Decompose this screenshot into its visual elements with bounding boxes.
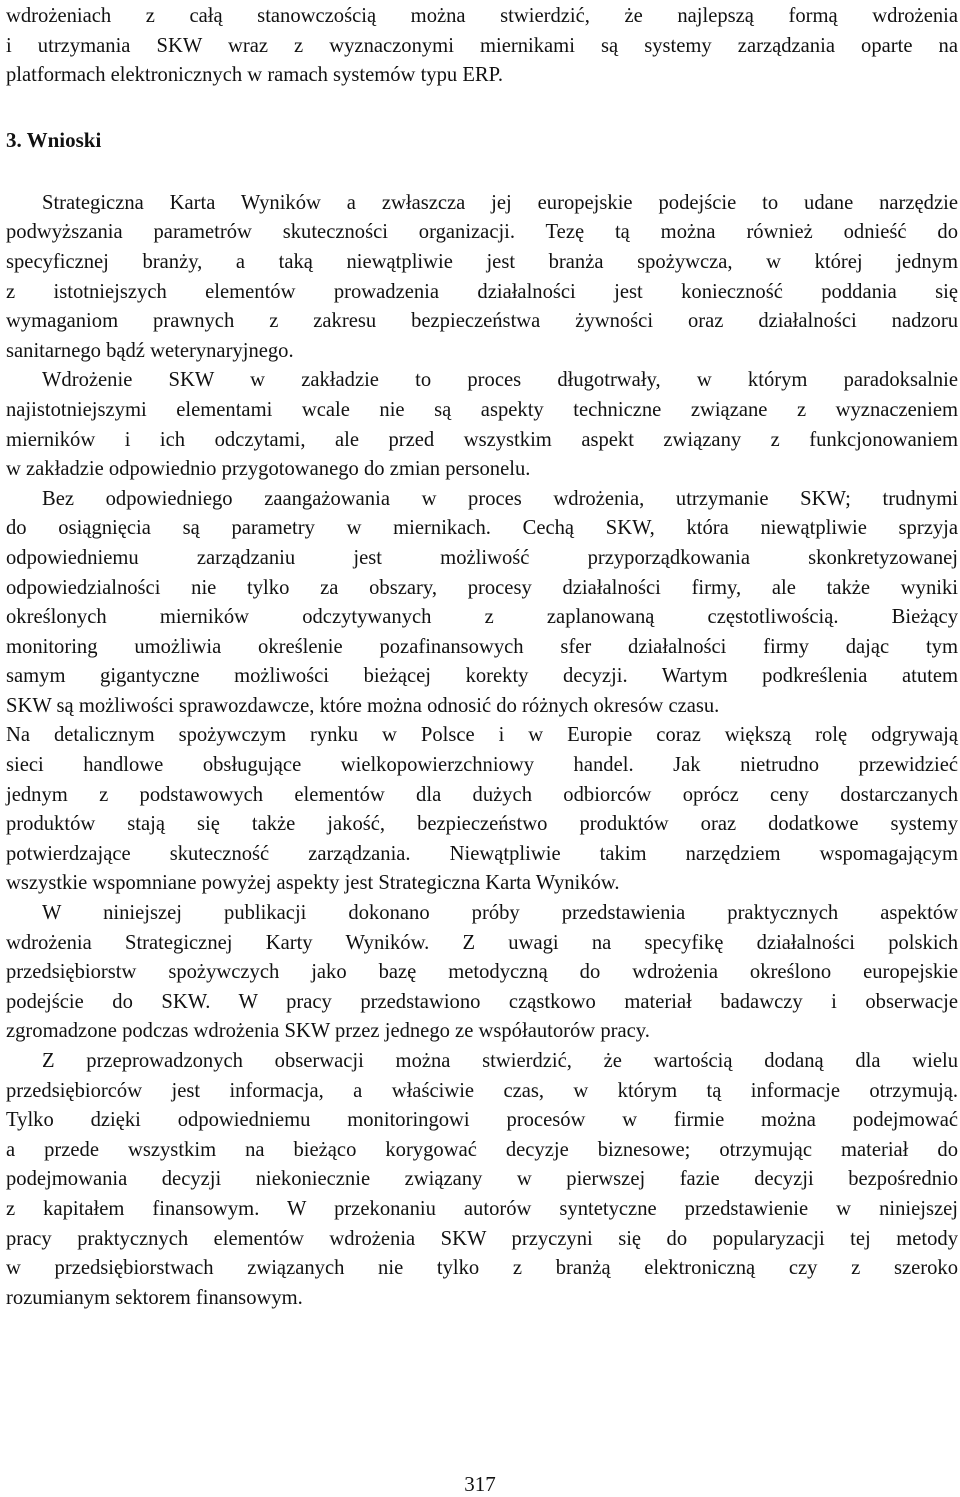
text-line: odpowiedniemu zarządzaniu jest możliwość przyporządkowania skonkretyzowanej bbox=[6, 546, 958, 569]
text-line: SKW są możliwości sprawozdawcze, które można odnosić do różnych okresów czasu. bbox=[6, 694, 720, 717]
text-line: specyficznej branży, a taką niewątpliwie jest branża spożywcza, w której jednym bbox=[6, 250, 958, 273]
paragraph-2 bbox=[6, 366, 958, 484]
text-line: Tylko dzięki odpowiedniemu monitoringowi procesów w firmie można podejmować bbox=[6, 1109, 958, 1132]
text-line: monitoring umożliwia określenie pozafinansowych sfer działalności firmy dając tym bbox=[6, 635, 958, 658]
text-line: Na detalicznym spożywczym rynku w Polsce i w Europie coraz większą rolę odgrywają bbox=[6, 724, 958, 747]
text-line: i utrzymania SKW wraz z wyznaczonymi miernikami są systemy zarządzania oparte na bbox=[6, 34, 958, 57]
text-line: określonych mierników odczytywanych z zaplanowaną częstotliwością. Bieżący bbox=[6, 606, 958, 629]
text-line: do osiągnięcia są parametry w miernikach. Cechą SKW, która niewątpliwie sprzyja bbox=[6, 517, 958, 540]
text-line: rozumianym sektorem finansowym. bbox=[6, 1286, 303, 1309]
paragraph-1 bbox=[6, 189, 958, 367]
text-line: potwierdzające skuteczność zarządzania. Niewątpliwie takim narzędziem wspomagającym bbox=[6, 842, 958, 865]
paragraph-intro bbox=[6, 2, 958, 91]
paragraph-3 bbox=[6, 485, 958, 722]
text-line: wszystkie wspomniane powyżej aspekty jest Strategiczna Karta Wyników. bbox=[6, 872, 620, 895]
text-line: z istotniejszych elementów prowadzenia działalności jest konieczność poddania się bbox=[6, 280, 958, 303]
paragraph-6 bbox=[6, 1047, 958, 1313]
text-line: wymaganiom prawnych z zakresu bezpieczeństwa żywności oraz działalności nadzoru bbox=[6, 310, 958, 333]
text-line: a przede wszystkim na bieżąco korygować decyzje biznesowe; otrzymując materiał do bbox=[6, 1138, 958, 1161]
text-line: sanitarnego bądź weterynaryjnego. bbox=[6, 339, 294, 362]
paragraph-4 bbox=[6, 721, 958, 899]
text-line: zgromadzone podczas wdrożenia SKW przez jednego ze współautorów pracy. bbox=[6, 1020, 650, 1043]
text-line: sieci handlowe obsługujące wielkopowierzchniowy handel. Jak nietrudno przewidzieć bbox=[6, 754, 958, 777]
text-line: przedsiębiorców jest informacja, a właściwie czas, w którym tą informacje otrzymują. bbox=[6, 1079, 958, 1102]
text-line: podejmowania decyzji niekoniecznie związany w pierwszej fazie decyzji bezpośrednio bbox=[6, 1168, 958, 1191]
text-line: Wdrożenie SKW w zakładzie to proces długotrwały, w którym paradoksalnie bbox=[42, 369, 958, 392]
text-line: w zakładzie odpowiednio przygotowanego do zmian personelu. bbox=[6, 458, 531, 481]
text-line: w przedsiębiorstwach związanych nie tylko z branżą elektroniczną czy z szeroko bbox=[6, 1257, 958, 1280]
document-page bbox=[6, 2, 958, 1313]
text-line: przedsiębiorstw spożywczych jako bazę metodyczną do wdrożenia określono europejskie bbox=[6, 961, 958, 984]
text-line: odpowiedzialności nie tylko za obszary, procesy działalności firmy, ale także wyniki bbox=[6, 576, 958, 599]
text-line: mierników i ich odczytami, ale przed wszystkim aspekt związany z funkcjonowaniem bbox=[6, 428, 958, 451]
text-line: z kapitałem finansowym. W przekonaniu autorów syntetyczne przedstawienie w niniejszej bbox=[6, 1197, 958, 1220]
text-line: platformach elektronicznych w ramach systemów typu ERP. bbox=[6, 64, 503, 87]
text-line: najistotniejszymi elementami wcale nie są aspekty techniczne związane z wyznaczeniem bbox=[6, 398, 958, 421]
text-line: jednym z podstawowych elementów dla dużych odbiorców oprócz ceny dostarczanych bbox=[6, 783, 958, 806]
text-line: produktów stają się także jakość, bezpieczeństwo produktów oraz dodatkowe systemy bbox=[6, 813, 958, 836]
text-line: podwyższania parametrów skuteczności organizacji. Tezę tą można również odnieść do bbox=[6, 221, 958, 244]
paragraph-5 bbox=[6, 899, 958, 1047]
text-line: W niniejszej publikacji dokonano próby przedstawienia praktycznych aspektów bbox=[42, 902, 958, 925]
page-number: 317 bbox=[464, 1472, 496, 1496]
text-line: pracy praktycznych elementów wdrożenia SKW przyczyni się do popularyzacji tej metody bbox=[6, 1227, 958, 1250]
text-line: Strategiczna Karta Wyników a zwłaszcza jej europejskie podejście to udane narzędzie bbox=[42, 191, 958, 214]
text-line: wdrożenia Strategicznej Karty Wyników. Z uwagi na specyfikę działalności polskich bbox=[6, 931, 958, 954]
text-line: samym gigantyczne możliwości bieżącej korekty decyzji. Wartym podkreślenia atutem bbox=[6, 665, 958, 688]
section-heading: 3. Wnioski bbox=[6, 127, 102, 152]
text-line: podejście do SKW. W pracy przedstawiono cząstkowo materiał badawczy i obserwacje bbox=[6, 990, 958, 1013]
text-line: wdrożeniach z całą stanowczością można stwierdzić, że najlepszą formą wdrożenia bbox=[6, 5, 958, 27]
text-line: Bez odpowiedniego zaangażowania w proces wdrożenia, utrzymanie SKW; trudnymi bbox=[42, 487, 958, 510]
text-line: Z przeprowadzonych obserwacji można stwierdzić, że wartością dodaną dla wielu bbox=[42, 1050, 958, 1072]
